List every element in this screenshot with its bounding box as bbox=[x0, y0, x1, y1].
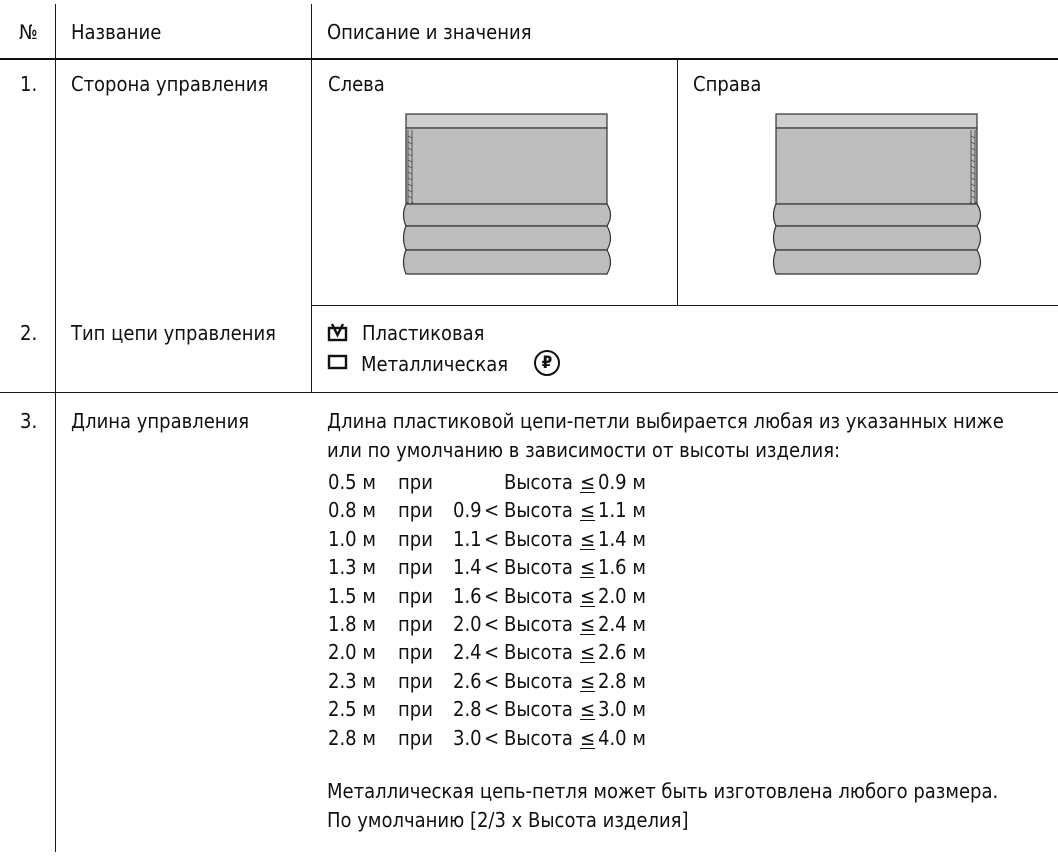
length-cell-pri: при bbox=[398, 668, 433, 693]
row3-intro-line1: Длина пластиковой цепи-петли выбирается любая из указанных ниже bbox=[327, 409, 1004, 433]
length-cell-low: 1.6 bbox=[453, 583, 482, 608]
empty-box-icon bbox=[327, 353, 349, 371]
ruble-icon bbox=[534, 350, 560, 376]
length-cell-lt: < bbox=[484, 668, 500, 693]
length-cell-le: ≤ bbox=[580, 640, 596, 665]
length-cell-len: 0.5 м bbox=[328, 470, 376, 494]
length-cell-low: 1.1 bbox=[453, 526, 482, 551]
length-cell-high: 1.1 м bbox=[598, 498, 646, 523]
length-cell-high: 2.8 м bbox=[598, 668, 646, 693]
length-cell-len: 2.8 м bbox=[328, 725, 376, 750]
row2-name: Тип цепи управления bbox=[71, 321, 276, 345]
length-cell-h: Высота bbox=[504, 470, 573, 494]
length-cell-high: 3.0 м bbox=[598, 697, 646, 722]
length-cell-lt: < bbox=[484, 612, 500, 636]
length-cell-pri: при bbox=[398, 555, 433, 580]
length-cell-len: 2.0 м bbox=[328, 640, 376, 665]
row3-name: Длина управления bbox=[71, 409, 250, 433]
row2-bottom-rule bbox=[0, 392, 1058, 393]
length-cell-le: ≤ bbox=[580, 697, 596, 722]
length-cell-le: ≤ bbox=[580, 668, 596, 693]
length-cell-pri: при bbox=[398, 498, 433, 523]
row1-name: Сторона управления bbox=[71, 72, 269, 96]
header-desc: Описание и значения bbox=[327, 20, 532, 44]
length-cell-h: Высота bbox=[504, 612, 573, 636]
length-cell-pri: при bbox=[398, 725, 433, 750]
checked-box-icon bbox=[327, 322, 349, 342]
length-cell-le: ≤ bbox=[580, 498, 596, 523]
length-cell-le: ≤ bbox=[580, 583, 596, 608]
length-cell-pri: при bbox=[398, 526, 433, 551]
ruble-sign: ₽ bbox=[541, 353, 553, 373]
length-cell-le: ≤ bbox=[580, 555, 596, 580]
row1-num: 1. bbox=[20, 72, 38, 96]
length-cell-le: ≤ bbox=[580, 725, 596, 750]
length-cell-lt: < bbox=[484, 640, 500, 665]
side-divider bbox=[677, 58, 678, 305]
length-cell-pri: при bbox=[398, 470, 433, 494]
chain-option-plastic: Пластиковая bbox=[362, 321, 485, 345]
row2-num: 2. bbox=[20, 321, 38, 345]
length-cell-lt: < bbox=[484, 697, 500, 722]
length-cell-h: Высота bbox=[504, 555, 573, 580]
length-cell-h: Высота bbox=[504, 697, 573, 722]
length-cell-high: 1.4 м bbox=[598, 526, 646, 551]
length-cell-lt: < bbox=[484, 526, 500, 551]
length-cell-h: Высота bbox=[504, 668, 573, 693]
length-cell-high: 1.6 м bbox=[598, 555, 646, 580]
roman-shade-right-control-illustration bbox=[770, 112, 988, 278]
metal-chain-note-line1: Металлическая цепь-петля может быть изготовлена любого размера. bbox=[327, 779, 999, 803]
length-cell-len: 1.8 м bbox=[328, 612, 376, 636]
left-side-label: Слева bbox=[328, 72, 385, 96]
right-side-label: Справа bbox=[693, 72, 762, 96]
length-cell-len: 1.5 м bbox=[328, 583, 376, 608]
row1-bottom-rule bbox=[311, 305, 1058, 306]
length-cell-high: 2.0 м bbox=[598, 583, 646, 608]
length-cell-le: ≤ bbox=[580, 526, 596, 551]
length-cell-low: 2.8 bbox=[453, 697, 482, 722]
col-divider-row3 bbox=[55, 392, 56, 852]
length-cell-lt: < bbox=[484, 725, 500, 750]
length-cell-len: 2.5 м bbox=[328, 697, 376, 722]
length-cell-lt: < bbox=[484, 498, 500, 523]
length-cell-low: 2.6 bbox=[453, 668, 482, 693]
length-cell-low: 2.4 bbox=[453, 640, 482, 665]
length-cell-lt: < bbox=[484, 555, 500, 580]
length-cell-high: 0.9 м bbox=[598, 470, 646, 494]
length-cell-len: 1.0 м bbox=[328, 526, 376, 551]
length-cell-h: Высота bbox=[504, 725, 573, 750]
length-cell-len: 0.8 м bbox=[328, 498, 376, 523]
col-divider-2 bbox=[311, 4, 312, 392]
row3-num: 3. bbox=[20, 409, 38, 433]
length-cell-lt: < bbox=[484, 583, 500, 608]
length-cell-h: Высота bbox=[504, 526, 573, 551]
col-divider-1 bbox=[55, 4, 56, 392]
length-cell-h: Высота bbox=[504, 583, 573, 608]
length-cell-high: 4.0 м bbox=[598, 725, 646, 750]
metal-chain-note-line2: По умолчанию [2/3 x Высота изделия] bbox=[327, 808, 689, 832]
chain-option-metal: Металлическая bbox=[361, 352, 509, 376]
length-cell-h: Высота bbox=[504, 640, 573, 665]
length-cell-h: Высота bbox=[504, 498, 573, 523]
header-num: № bbox=[19, 20, 38, 44]
row3-intro-line2: или по умолчанию в зависимости от высоты изделия: bbox=[327, 438, 841, 462]
length-cell-len: 2.3 м bbox=[328, 668, 376, 693]
length-cell-le: ≤ bbox=[580, 612, 596, 636]
length-cell-pri: при bbox=[398, 640, 433, 665]
length-cell-low: 2.0 bbox=[453, 612, 482, 636]
length-cell-pri: при bbox=[398, 612, 433, 636]
header-name: Название bbox=[71, 20, 162, 44]
length-cell-le: ≤ bbox=[580, 470, 596, 494]
length-cell-low: 1.4 bbox=[453, 555, 482, 580]
length-cell-low: 0.9 bbox=[453, 498, 482, 523]
length-cell-len: 1.3 м bbox=[328, 555, 376, 580]
length-cell-high: 2.6 м bbox=[598, 640, 646, 665]
length-cell-pri: при bbox=[398, 697, 433, 722]
length-cell-pri: при bbox=[398, 583, 433, 608]
length-cell-high: 2.4 м bbox=[598, 612, 646, 636]
roman-shade-left-control-illustration bbox=[400, 112, 618, 278]
header-bottom-rule bbox=[0, 58, 1058, 60]
length-cell-low: 3.0 bbox=[453, 725, 482, 750]
